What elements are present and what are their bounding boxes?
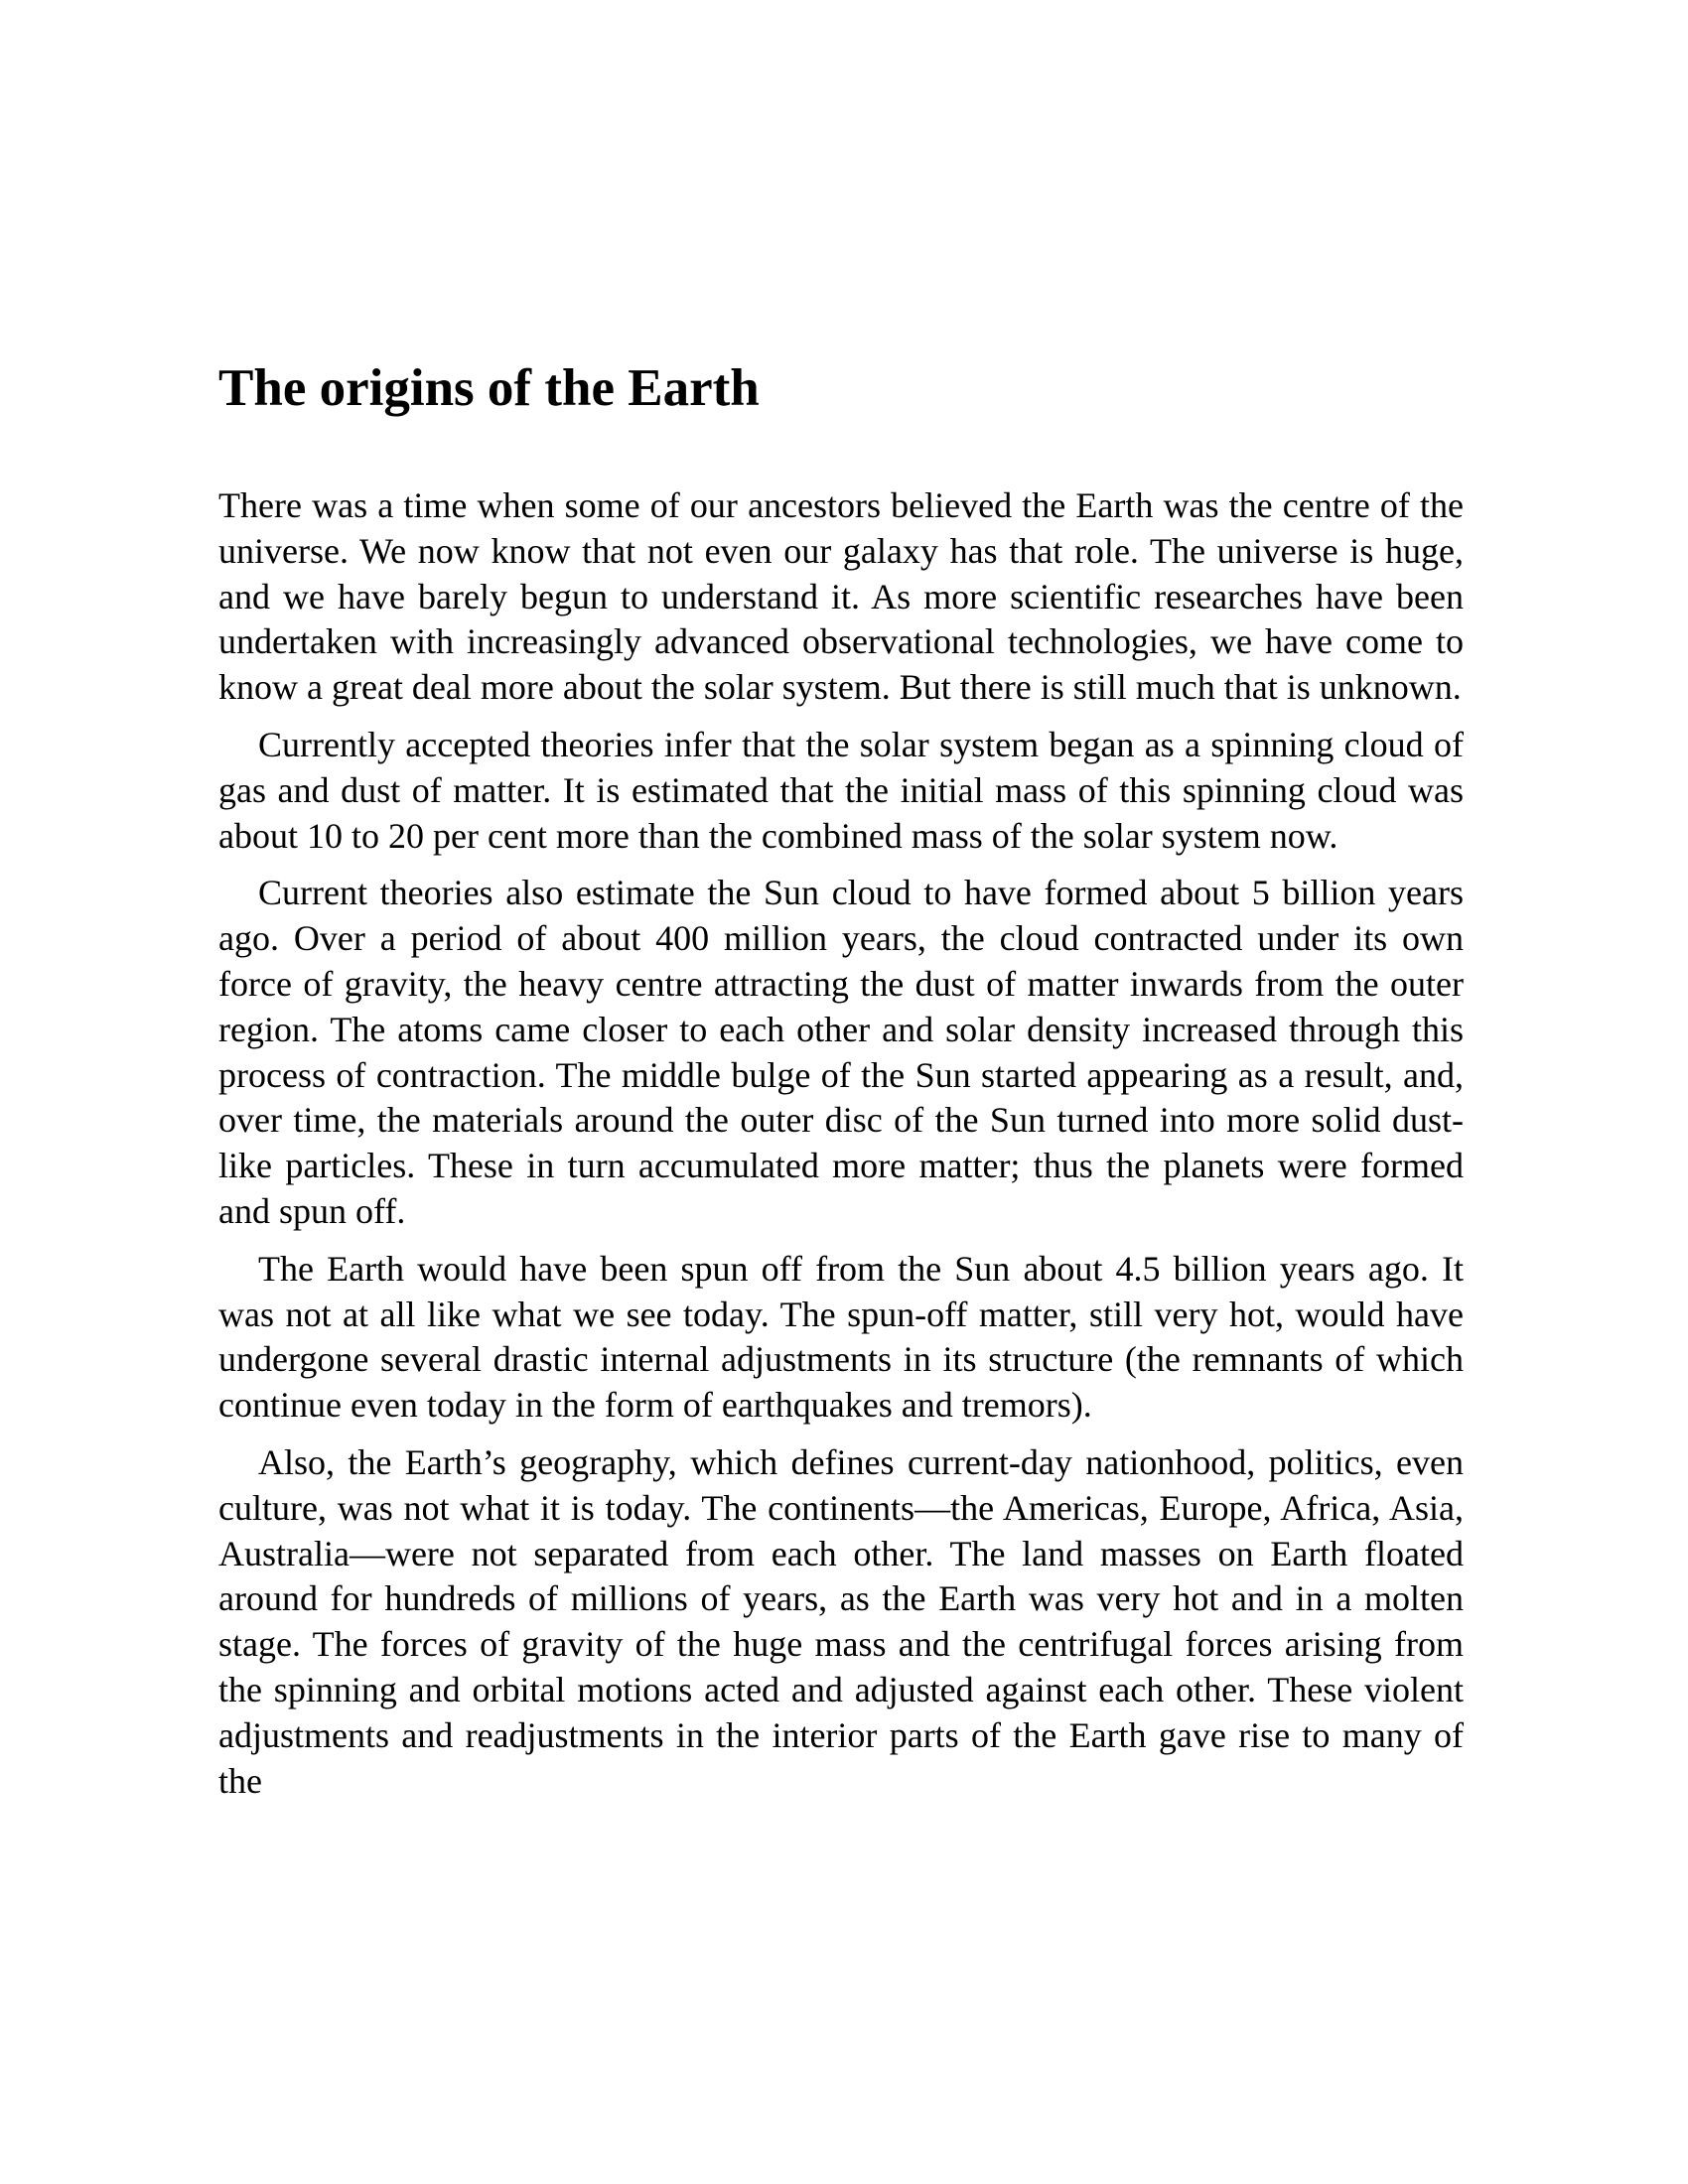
chapter-title: The origins of the Earth bbox=[218, 359, 760, 417]
page-content bbox=[218, 352, 1464, 1816]
paragraph-3: Current theories also estimate the Sun cloud to have formed about 5 billion years ago. Over a period of about 400 million years, the cloud contracted under its own force of gravity, the heavy centre attracting the dust of matter inwards from the outer region. The atoms came closer to each other and solar density increased through this process of contraction. The middle bulge of the Sun started appearing as a result, and, over time, the materials around the outer disc of the Sun turned into more solid dust-like particles. These in turn accumulated more matter; thus the planets were formed and spun off. bbox=[218, 873, 1464, 1231]
paragraph-2: Currently accepted theories infer that the solar system began as a spinning cloud of gas and dust of matter. It is estimated that the initial mass of this spinning cloud was about 10 to 20 per cent more than the combined mass of the solar system now. bbox=[218, 724, 1464, 856]
paragraph-1: There was a time when some of our ancestors believed the Earth was the centre of the universe. We now know that not even our galaxy has that role. The universe is huge, and we have barely begun to understand it. As more scientific researches have been undertaken with increasingly advanced observational technologies, we have come to know a great deal more about the solar system. But there is still much that is unknown. bbox=[218, 485, 1464, 708]
paragraph-5: Also, the Earth’s geography, which defines current-day nationhood, politics, even culture, was not what it is today. The continents—the Americas, Europe, Africa, Asia, Australia—were not separated from each other. The land masses on Earth floated around for hundreds of millions of years, as the Earth was very hot and in a molten stage. The forces of gravity of the huge mass and the centrifugal forces arising from the spinning and orbital motions acted and adjusted against each other. These violent adjustments and readjustments in the interior parts of the Earth gave rise to many of the bbox=[218, 1441, 1464, 1801]
paragraph-4: The Earth would have been spun off from the Sun about 4.5 billion years ago. It was not at all like what we see today. The spun-off matter, still very hot, would have undergone several drastic internal adjustments in its structure (the remnants of which continue even today in the form of earthquakes and tremors). bbox=[218, 1248, 1464, 1426]
